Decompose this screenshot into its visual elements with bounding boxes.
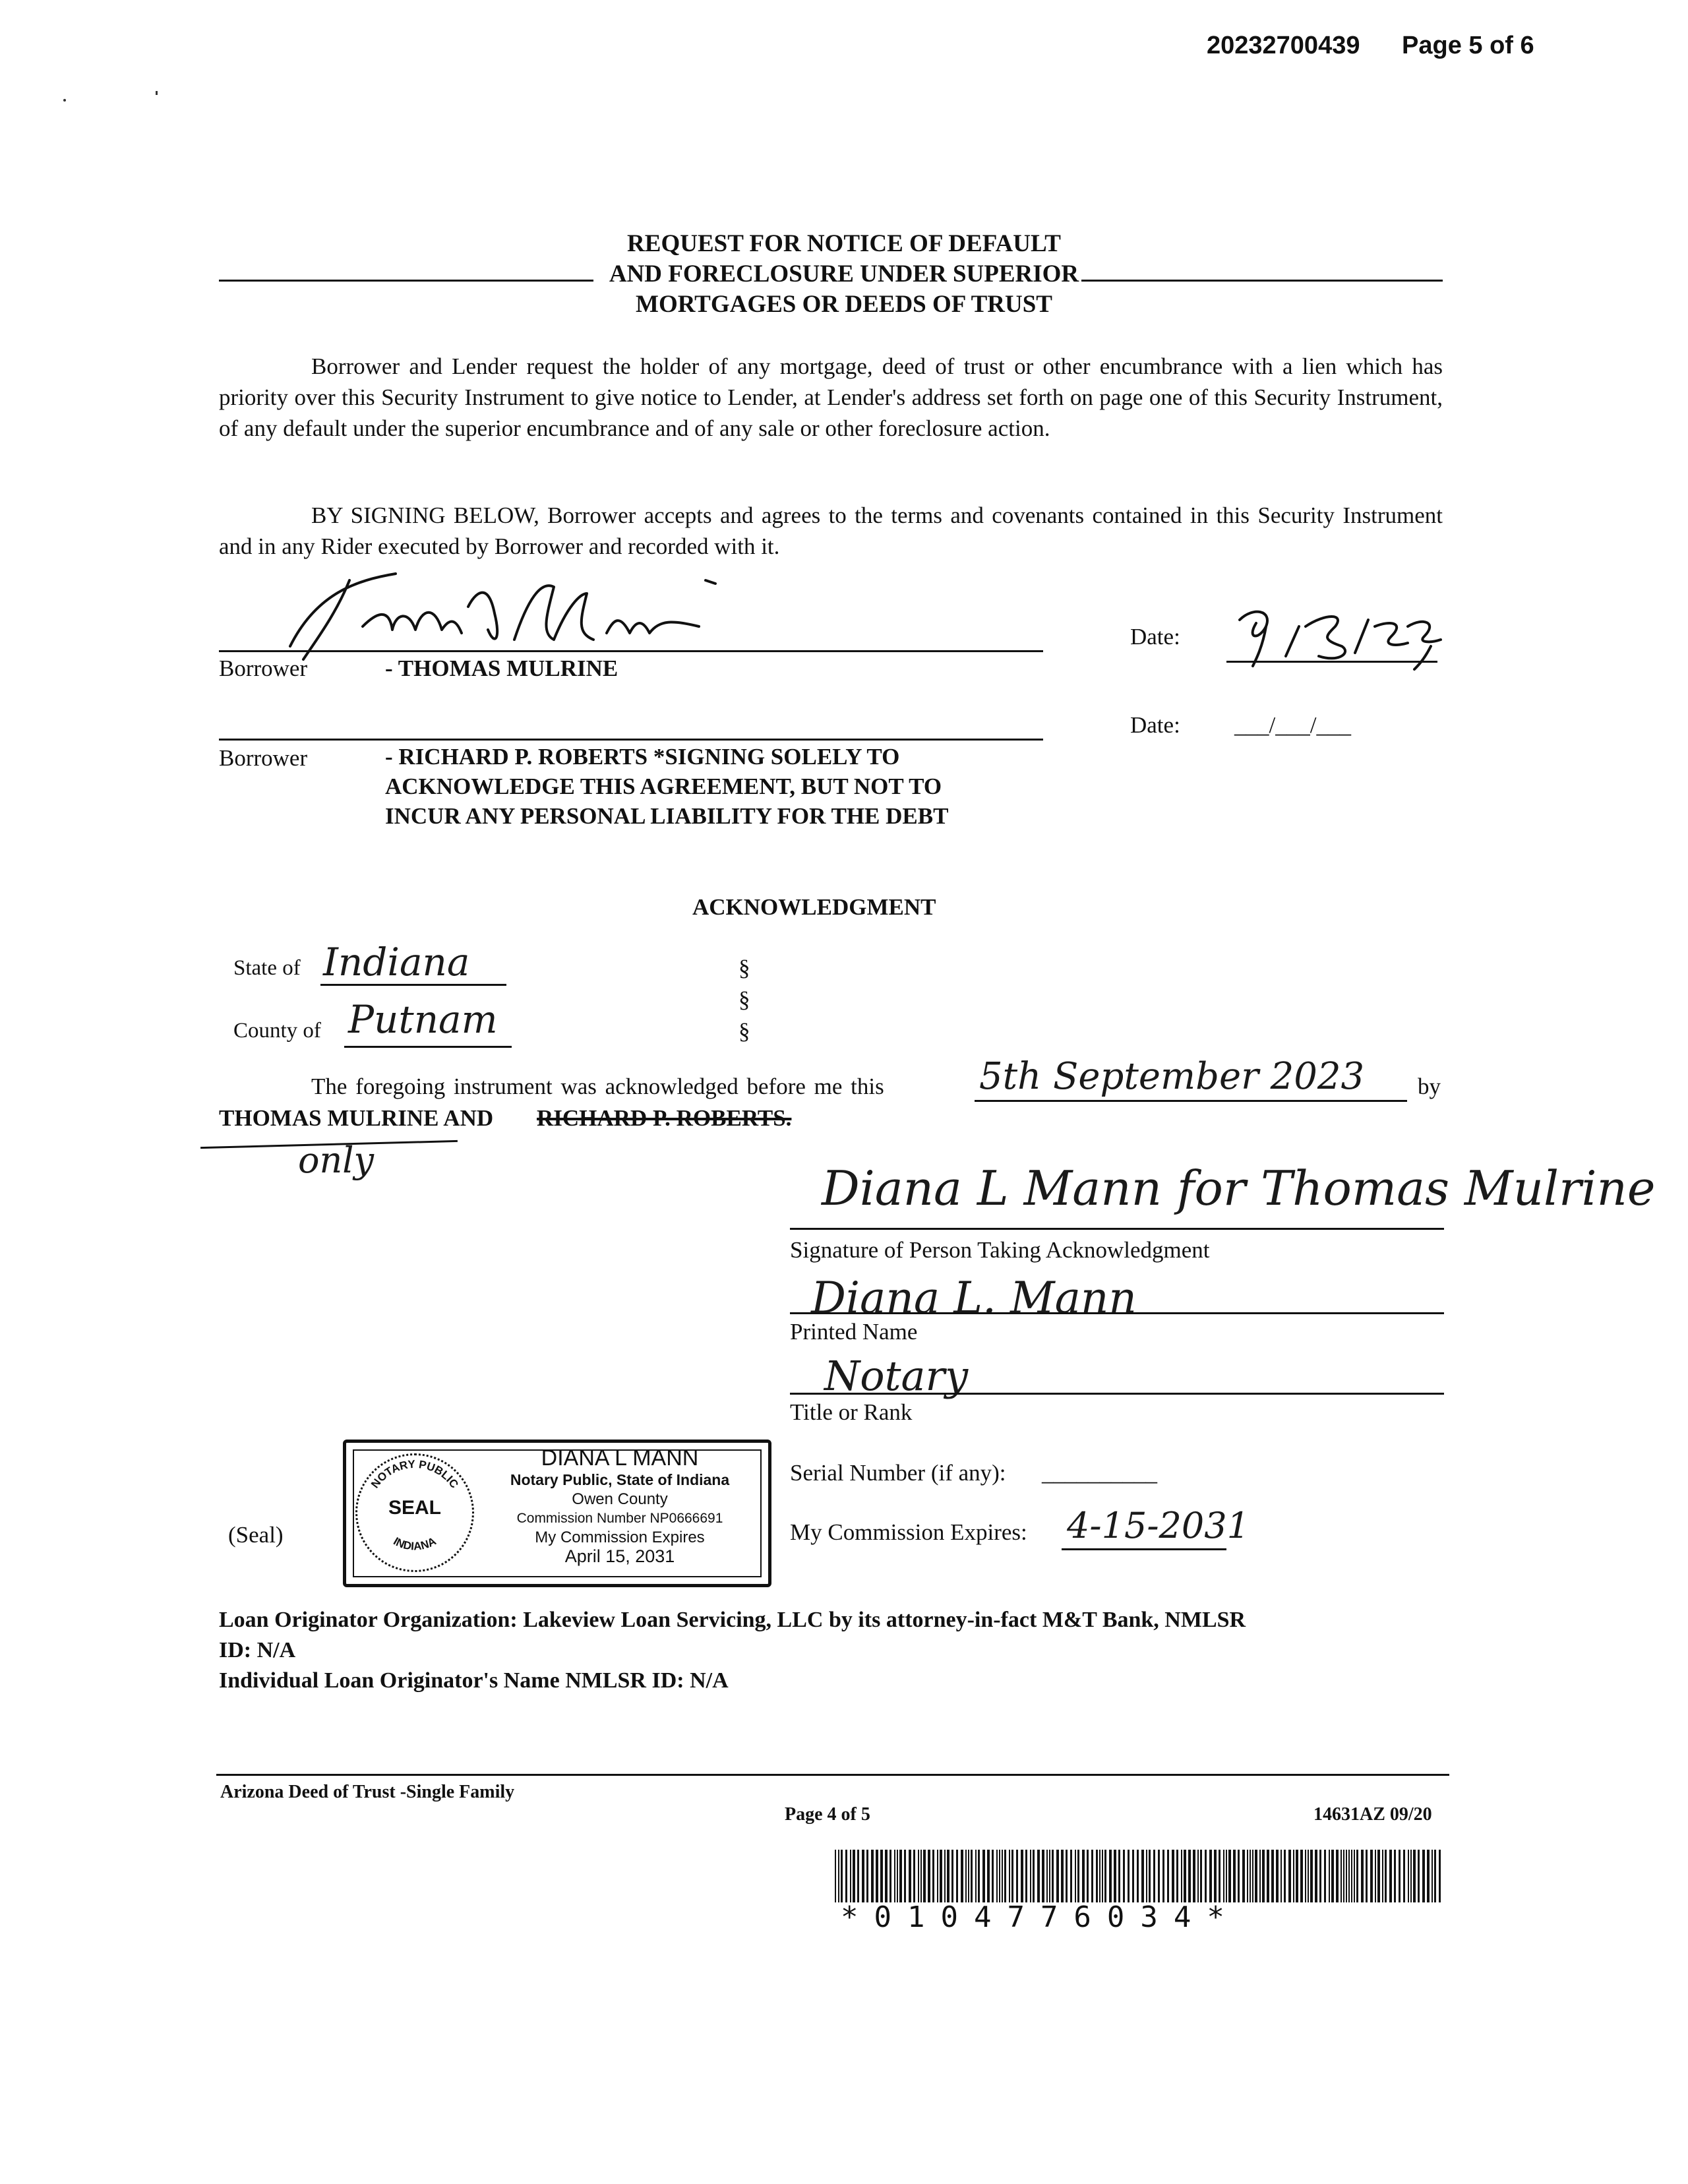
- borrower-1-name: - THOMAS MULRINE: [385, 655, 618, 681]
- barcode-bar: [1413, 1850, 1416, 1902]
- borrower-2-name-line-2: ACKNOWLEDGE THIS AGREEMENT, BUT NOT TO: [385, 774, 942, 799]
- footer-rule: [216, 1774, 1449, 1776]
- barcode-bar: [1056, 1850, 1059, 1902]
- barcode-bar: [862, 1850, 864, 1902]
- borrower-1-date-underline: [1226, 661, 1437, 663]
- barcode-bar: [1331, 1850, 1334, 1902]
- acknowledgment-heading: ACKNOWLEDGMENT: [692, 894, 936, 920]
- barcode-bar: [996, 1850, 998, 1902]
- notary-stamp-text: [478, 1445, 762, 1566]
- barcode-bar: [1049, 1850, 1050, 1902]
- barcode-bar: [1366, 1850, 1368, 1902]
- barcode-bar: [866, 1850, 868, 1902]
- barcode-bar: [1004, 1850, 1006, 1902]
- barcode-bar: [1033, 1850, 1035, 1902]
- barcode-bar: [920, 1850, 922, 1902]
- county-underline: [344, 1046, 512, 1048]
- barcode-bar: [1153, 1850, 1155, 1902]
- barcode-bar: [947, 1850, 950, 1902]
- notary-signature-label: Signature of Person Taking Acknowledgment: [790, 1237, 1210, 1263]
- barcode: [835, 1850, 1445, 1902]
- barcode-bar: [1361, 1850, 1364, 1902]
- barcode-bar: [1242, 1850, 1245, 1902]
- borrower-2-date-label: Date:: [1130, 712, 1180, 738]
- printed-name-handwritten: Diana L. Mann: [811, 1273, 1137, 1323]
- barcode-bar: [1193, 1850, 1195, 1902]
- barcode-bar: [1377, 1850, 1380, 1902]
- borrower-1-signature-line: [219, 650, 1043, 652]
- title-line-1: REQUEST FOR NOTICE OF DEFAULT: [627, 230, 1061, 257]
- barcode-bar: [1188, 1850, 1191, 1902]
- county-handwritten: Putnam: [348, 997, 498, 1042]
- footer-form-code: 14631AZ 09/20: [1313, 1804, 1432, 1825]
- barcode-bar: [1439, 1850, 1441, 1902]
- footer-page: Page 4 of 5: [785, 1804, 870, 1825]
- barcode-bar: [1284, 1850, 1286, 1902]
- barcode-bar: [971, 1850, 973, 1902]
- barcode-bar: [876, 1850, 878, 1902]
- footer-form-name: Arizona Deed of Trust -Single Family: [220, 1782, 515, 1802]
- signing-paragraph: BY SIGNING BELOW, Borrower accepts and agrees to the terms and covenants contained in this Security Instrument and in any Rider executed by Borrower and recorded with it.: [219, 502, 1443, 559]
- barcode-bar: [1118, 1850, 1120, 1902]
- barcode-bar: [1276, 1850, 1279, 1902]
- barcode-bar: [1389, 1850, 1392, 1902]
- barcode-bar: [982, 1850, 985, 1902]
- barcode-bar: [1319, 1850, 1321, 1902]
- barcode-bar: [1162, 1850, 1164, 1902]
- barcode-bar: [1259, 1850, 1261, 1902]
- state-label: State of: [233, 956, 301, 980]
- barcode-bar: [1099, 1850, 1100, 1902]
- barcode-bar: [1137, 1850, 1139, 1902]
- barcode-bar: [1009, 1850, 1010, 1902]
- barcode-bar: [1288, 1850, 1291, 1902]
- barcode-bar: [1167, 1850, 1169, 1902]
- svg-text:INDIANA: [391, 1534, 438, 1552]
- notary-stamp-line-2: Notary Public, State of Indiana: [510, 1471, 730, 1488]
- barcode-bar: [1082, 1850, 1085, 1902]
- borrower-2-label: Borrower: [219, 745, 308, 771]
- page-indicator: Page 5 of 6: [1402, 32, 1534, 59]
- borrower-2-date-blank: ___/___/___: [1234, 712, 1351, 738]
- title-line-2: AND FORECLOSURE UNDER SUPERIOR: [609, 260, 1079, 288]
- barcode-bar: [965, 1850, 967, 1902]
- barcode-bar: [1399, 1850, 1401, 1902]
- notary-stamp-line-4: Commission Number NP0666691: [516, 1511, 723, 1526]
- barcode-bar: [1209, 1850, 1212, 1902]
- barcode-bar: [838, 1850, 839, 1902]
- barcode-bar: [1037, 1850, 1040, 1902]
- barcode-bar: [975, 1850, 977, 1902]
- barcode-bar: [1042, 1850, 1044, 1902]
- barcode-bar: [909, 1850, 911, 1902]
- seal-label: (Seal): [228, 1522, 284, 1548]
- barcode-bar: [1403, 1850, 1405, 1902]
- serial-number-label: Serial Number (if any):: [790, 1460, 1006, 1486]
- barcode-bar: [968, 1850, 969, 1902]
- barcode-bar: [1228, 1850, 1231, 1902]
- section-symbol-3: §: [738, 1018, 750, 1044]
- barcode-bar: [987, 1850, 990, 1902]
- barcode-bar: [923, 1850, 926, 1902]
- barcode-bar: [1434, 1850, 1436, 1902]
- barcode-bar: [899, 1850, 902, 1902]
- title-line-3: MORTGAGES OR DEEDS OF TRUST: [636, 291, 1052, 318]
- barcode-bar: [1281, 1850, 1282, 1902]
- barcode-bar: [1418, 1850, 1420, 1902]
- barcode-bar: [961, 1850, 963, 1902]
- barcode-bar: [1046, 1850, 1048, 1902]
- barcode-bar: [928, 1850, 930, 1902]
- barcode-bar: [845, 1850, 847, 1902]
- barcode-bar: [1146, 1850, 1147, 1902]
- barcode-bar: [1025, 1850, 1027, 1902]
- barcode-bar: [951, 1850, 953, 1902]
- recording-number: 20232700439: [1207, 32, 1360, 59]
- barcode-bar: [1271, 1850, 1274, 1902]
- barcode-bar: [1011, 1850, 1013, 1902]
- barcode-bar: [1252, 1850, 1253, 1902]
- barcode-bar: [992, 1850, 994, 1902]
- barcode-bar: [1021, 1850, 1023, 1902]
- barcode-bar: [978, 1850, 980, 1902]
- barcode-bar: [1375, 1850, 1376, 1902]
- barcode-bar: [1104, 1850, 1106, 1902]
- barcode-bar: [1087, 1850, 1089, 1902]
- loan-originator-line-2: ID: N/A: [219, 1638, 296, 1662]
- barcode-bar: [1128, 1850, 1130, 1902]
- barcode-bar: [1293, 1850, 1294, 1902]
- notary-stamp-line-3: Owen County: [572, 1490, 668, 1508]
- request-paragraph: Borrower and Lender request the holder of any mortgage, deed of trust or other encumbrance with a lien which has priority over this Security Instrument to give notice to Lender, at Lender's address set forth on page one of this Security Instrument, of any default under the superior encumbrance and of any sale or other foreclosure action.: [219, 353, 1443, 441]
- barcode-bar: [850, 1850, 851, 1902]
- notary-seal-word: SEAL: [388, 1497, 441, 1519]
- notary-signature-line: [790, 1228, 1444, 1230]
- barcode-bar: [897, 1850, 898, 1902]
- barcode-bar: [1324, 1850, 1326, 1902]
- borrower-2-name-line-1: - RICHARD P. ROBERTS *SIGNING SOLELY TO: [385, 744, 900, 770]
- title-rank-line: [790, 1393, 1444, 1395]
- barcode-bar: [1226, 1850, 1227, 1902]
- barcode-bar: [1262, 1850, 1265, 1902]
- foregoing-text: The foregoing instrument was acknowledged before me this: [311, 1074, 884, 1099]
- barcode-bar: [932, 1850, 934, 1902]
- barcode-bar: [937, 1850, 938, 1902]
- barcode-bar: [1250, 1850, 1251, 1902]
- section-symbol-2: §: [738, 986, 750, 1012]
- barcode-bar: [1002, 1850, 1003, 1902]
- barcode-bar: [1329, 1850, 1330, 1902]
- barcode-bar: [1077, 1850, 1079, 1902]
- loan-originator-line-1: Loan Originator Organization: Lakeview Loan Servicing, LLC by its attorney-in-fact M&T Bank, NMLSR: [219, 1608, 1246, 1632]
- notary-stamp-line-5: My Commission Expires: [535, 1529, 705, 1546]
- barcode-bar: [1132, 1850, 1134, 1902]
- notary-stamp-line-6: April 15, 2031: [564, 1546, 675, 1566]
- borrower-1-date-label: Date:: [1130, 624, 1180, 650]
- section-symbol-1: §: [738, 955, 750, 981]
- printed-name-line: [790, 1312, 1444, 1314]
- barcode-bar: [1315, 1850, 1317, 1902]
- barcode-bar: [1197, 1850, 1199, 1902]
- barcode-bar: [1205, 1850, 1207, 1902]
- title-rule-right: [1081, 280, 1443, 282]
- state-handwritten: Indiana: [323, 940, 470, 985]
- printed-name-label: Printed Name: [790, 1319, 918, 1345]
- barcode-bar: [1267, 1850, 1269, 1902]
- only-handwritten: only: [298, 1139, 375, 1181]
- barcode-bar: [1385, 1850, 1387, 1902]
- barcode-bar: [1348, 1850, 1350, 1902]
- barcode-bar: [1123, 1850, 1125, 1902]
- barcode-bar: [1075, 1850, 1076, 1902]
- borrower-2-signature-line: [219, 739, 1043, 741]
- barcode-bar: [1427, 1850, 1430, 1902]
- scan-mark: [156, 91, 158, 95]
- acknowledgment-date-handwritten: 5th September 2023: [979, 1055, 1365, 1098]
- barcode-bar: [1102, 1850, 1103, 1902]
- title-handwritten: Notary: [824, 1352, 969, 1400]
- seal-ring-bottom-text: INDIANA: [391, 1534, 438, 1553]
- borrower-2-name-line-3: INCUR ANY PERSONAL LIABILITY FOR THE DEBT: [385, 803, 949, 829]
- barcode-bar: [1432, 1850, 1433, 1902]
- barcode-bar: [841, 1850, 843, 1902]
- barcode-bar: [1343, 1850, 1344, 1902]
- barcode-bar: [880, 1850, 883, 1902]
- notary-stamp: [343, 1440, 771, 1587]
- barcode-bar: [1310, 1850, 1313, 1902]
- seal-ring-top-text: NOTARY PUBLIC: [369, 1457, 461, 1491]
- scan-mark: [63, 99, 66, 102]
- barcode-bar: [1305, 1850, 1306, 1902]
- commission-expires-label: My Commission Expires:: [790, 1519, 1027, 1545]
- barcode-bar: [918, 1850, 919, 1902]
- barcode-bar: [1158, 1850, 1160, 1902]
- barcode-bar: [1422, 1850, 1425, 1902]
- barcode-bar: [1114, 1850, 1116, 1902]
- barcode-bar: [1356, 1850, 1358, 1902]
- barcode-bar: [1336, 1850, 1339, 1902]
- barcode-bar: [1223, 1850, 1224, 1902]
- barcode-bar: [1184, 1850, 1186, 1902]
- notary-signature-handwritten: Diana L Mann for Thomas Mulrine: [822, 1161, 1656, 1216]
- barcode-bar: [1394, 1850, 1396, 1902]
- barcode-bar: [1016, 1850, 1018, 1902]
- barcode-bar: [1300, 1850, 1303, 1902]
- barcode-bar: [1109, 1850, 1112, 1902]
- barcode-text: *0104776034*: [841, 1900, 1240, 1934]
- barcode-bar: [1200, 1850, 1202, 1902]
- barcode-bar: [1346, 1850, 1347, 1902]
- barcode-bar: [1061, 1850, 1064, 1902]
- barcode-bar: [1214, 1850, 1217, 1902]
- barcode-bar: [1370, 1850, 1373, 1902]
- barcode-bar: [1219, 1850, 1221, 1902]
- barcode-bar: [1408, 1850, 1409, 1902]
- barcode-bar: [1341, 1850, 1342, 1902]
- barcode-bar: [1172, 1850, 1174, 1902]
- acknowledged-names: THOMAS MULRINE AND: [219, 1105, 494, 1131]
- struck-name: RICHARD P. ROBERTS.: [537, 1105, 792, 1131]
- county-label: County of: [233, 1019, 321, 1043]
- barcode-bar: [1176, 1850, 1178, 1902]
- barcode-bar: [940, 1850, 942, 1902]
- barcode-bar: [1096, 1850, 1098, 1902]
- svg-text:NOTARY PUBLIC: [369, 1458, 461, 1491]
- acknowledgment-date-underline: [975, 1100, 1407, 1102]
- barcode-bar: [885, 1850, 888, 1902]
- barcode-bar: [1149, 1850, 1151, 1902]
- barcode-bar: [1354, 1850, 1355, 1902]
- barcode-bar: [1247, 1850, 1248, 1902]
- barcode-bar: [835, 1850, 836, 1902]
- barcode-bar: [1052, 1850, 1054, 1902]
- barcode-bar: [913, 1850, 915, 1902]
- title-rank-label: Title or Rank: [790, 1399, 913, 1425]
- barcode-bar: [871, 1850, 874, 1902]
- barcode-bar: [944, 1850, 946, 1902]
- barcode-bar: [1030, 1850, 1031, 1902]
- borrower-1-label: Borrower: [219, 655, 308, 681]
- barcode-bar: [1255, 1850, 1257, 1902]
- barcode-bar: [857, 1850, 859, 1902]
- barcode-bar: [956, 1850, 958, 1902]
- barcode-bar: [1181, 1850, 1182, 1902]
- by-label: by: [1418, 1074, 1441, 1099]
- barcode-bar: [889, 1850, 891, 1902]
- barcode-bar: [1351, 1850, 1352, 1902]
- barcode-bar: [1070, 1850, 1072, 1902]
- commission-expires-underline: [1062, 1548, 1226, 1550]
- barcode-bar: [1238, 1850, 1240, 1902]
- barcode-bar: [904, 1850, 906, 1902]
- barcode-bar: [1233, 1850, 1236, 1902]
- barcode-bar: [1296, 1850, 1298, 1902]
- barcode-bar: [1091, 1850, 1093, 1902]
- loan-originator-line-3: Individual Loan Originator's Name NMLSR ID: N/A: [219, 1668, 729, 1693]
- serial-number-blank: __________: [1042, 1460, 1157, 1486]
- notary-stamp-name: DIANA L MANN: [541, 1445, 699, 1471]
- barcode-bar: [853, 1850, 855, 1902]
- barcode-bar: [1382, 1850, 1383, 1902]
- barcode-bar: [894, 1850, 895, 1902]
- state-underline: [320, 984, 506, 986]
- barcode-bar: [1308, 1850, 1309, 1902]
- barcode-bar: [1410, 1850, 1412, 1902]
- barcode-bar: [1066, 1850, 1068, 1902]
- barcode-bar: [999, 1850, 1000, 1902]
- commission-expires-handwritten: 4-15-2031: [1067, 1505, 1250, 1546]
- barcode-bar: [1141, 1850, 1144, 1902]
